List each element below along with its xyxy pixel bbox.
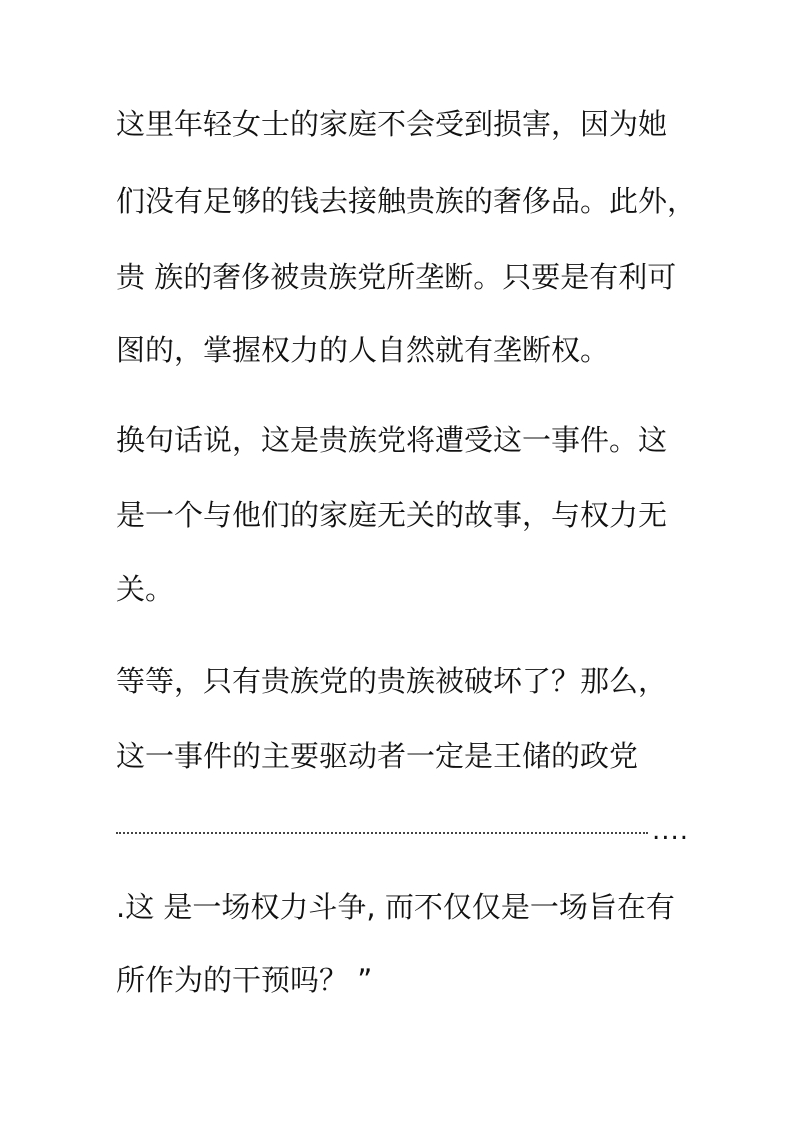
paragraph-3-line-1: 等等，只有贵族党的贵族被破坏了？那么， xyxy=(116,664,668,698)
dotted-rule xyxy=(116,832,648,834)
paragraph-3-line-5: 所作为的干预吗？ ” xyxy=(116,963,373,997)
ellipsis-tail: .... xyxy=(652,816,690,846)
paragraph-1-line-2: 们没有足够的钱去接触贵族的奢侈品。此外， xyxy=(116,184,697,218)
paragraph-1-line-1: 这里年轻女士的家庭不会受到损害，因为她 xyxy=(116,107,668,141)
paragraph-2-line-1: 换句话说，这是贵族党将遭受这一事件。这 xyxy=(116,423,668,457)
paragraph-1-line-3: 贵 族的奢侈被贵族党所垄断。只要是有利可 xyxy=(116,260,677,294)
paragraph-3-line-2: 这一事件的主要驱动者一定是王储的政党 xyxy=(116,739,639,773)
paragraph-1-line-4: 图的，掌握权力的人自然就有垄断权。 xyxy=(116,333,610,367)
paragraph-2-line-2: 是一个与他们的家庭无关的故事，与权力无 xyxy=(116,498,668,532)
ellipsis-line xyxy=(116,816,690,850)
paragraph-2-line-3: 关。 xyxy=(116,572,175,606)
paragraph-3-line-4: .这 是一场权力斗争, 而不仅仅是一场旨在有 xyxy=(116,890,675,924)
